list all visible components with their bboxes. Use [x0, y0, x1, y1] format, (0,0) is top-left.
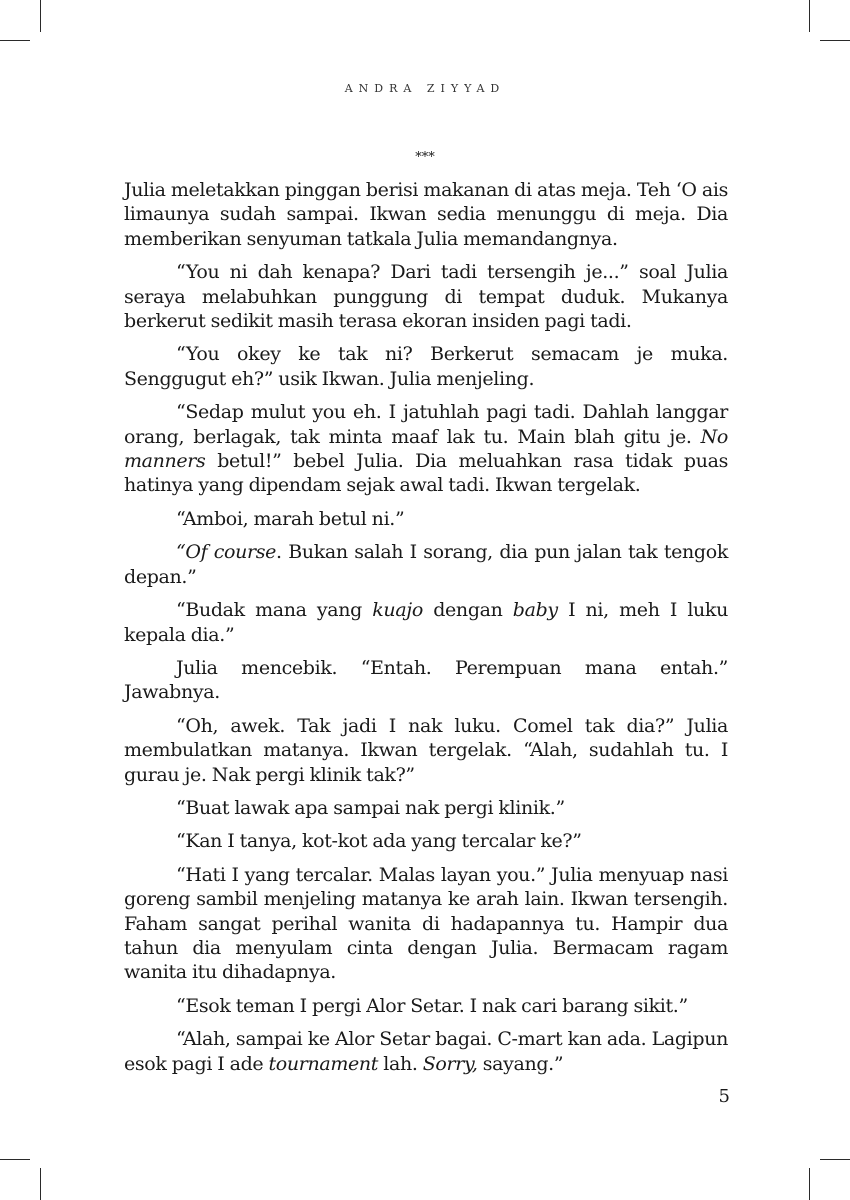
italic-text: baby — [512, 599, 558, 622]
text-run: “Oh, awek. Tak jadi I nak luku. Comel tak dia?” Julia membulatkan matanya. Ikwan tergelak. “Alah, sudahlah tu. I gurau je. Nak pergi klinik tak?” — [124, 714, 728, 786]
paragraph — [124, 863, 728, 985]
crop-mark-bottom-left-h — [0, 1159, 30, 1160]
text-run: sayang.” — [477, 1052, 564, 1075]
italic-text: Sorry, — [422, 1052, 478, 1075]
running-header-author: ANDRA ZIYYAD — [344, 82, 506, 95]
crop-mark-bottom-right — [809, 1168, 810, 1200]
paragraph — [124, 178, 728, 251]
italic-text: tournament — [268, 1052, 379, 1075]
text-run: dengan — [422, 599, 513, 622]
italic-text: No manners — [124, 425, 728, 473]
paragraph — [124, 1027, 728, 1076]
text-run: “Budak mana yang — [176, 599, 373, 622]
text-run: “Alah, sampai ke Alor Setar bagai. C-mart kan ada. Lagipun esok pagi I ade — [124, 1028, 728, 1075]
paragraph — [124, 829, 728, 853]
crop-mark-top-right-h — [820, 40, 850, 41]
text-run: “Sedap mulut you eh. I jatuhlah pagi tadi. Dahlah langgar orang, berlagak, tak minta maaf lak tu. Main blah gitu je. — [124, 401, 728, 448]
crop-mark-top-left-h — [0, 40, 30, 41]
text-run: Julia mencebik. “Entah. Perempuan mana entah.” Jawabnya. — [124, 656, 728, 704]
crop-mark-bottom-left — [40, 1168, 41, 1200]
text-run: “Buat lawak apa sampai nak pergi klinik.” — [176, 796, 565, 819]
text-run: “Esok teman I pergi Alor Setar. I nak cari barang sikit.” — [176, 994, 688, 1017]
italic-text: kuajo — [372, 599, 423, 622]
paragraph — [124, 994, 728, 1018]
paragraph — [124, 540, 728, 589]
text-run: “You ni dah kenapa? Dari tadi tersengih je...” soal Julia seraya melabuhkan punggung di tempat duduk. Mukanya berkerut sedikit masih terasa ekoran insiden pagi tadi. — [124, 261, 728, 333]
text-run: I ni, meh I luku kepala dia.” — [124, 599, 728, 646]
text-run: . Bukan salah I sorang, dia pun jalan tak tengok depan.” — [124, 541, 728, 588]
crop-mark-top-left — [40, 0, 41, 32]
page-number: 5 — [718, 1086, 730, 1107]
paragraph — [124, 507, 728, 531]
paragraph — [124, 400, 728, 498]
paragraph — [124, 598, 728, 647]
text-run: betul!” bebel Julia. Dia meluahkan rasa tidak puas hatinya yang dipendam sejak awal tadi. Ikwan tergelak. — [124, 450, 728, 497]
paragraph — [124, 260, 728, 333]
paragraph — [124, 796, 728, 820]
crop-mark-top-right — [809, 0, 810, 32]
text-run: “Hati I yang tercalar. Malas layan you.” Julia menyuap nasi goreng sambil menjeling matanya ke arah lain. Ikwan tersengih. Faham sangat perihal wanita di hadapannya tu. Hampir dua tahun dia menyulam cinta dengan Julia. Bermacam ragam wanita itu dihadapnya. — [124, 863, 728, 984]
text-run: “You okey ke tak ni? Berkerut semacam je muka. Senggugut eh?” usik Ikwan. Julia menjeling. — [124, 343, 728, 390]
italic-text: “Of course — [176, 541, 277, 564]
text-run: Julia meletakkan pinggan berisi makanan di atas meja. Teh ‘O ais limaunya sudah sampai. Ikwan sedia menunggu di meja. Dia memberikan senyuman tatkala Julia memandangnya. — [124, 179, 728, 250]
text-run: “Amboi, marah betul ni.” — [176, 507, 405, 530]
text-run: “Kan I tanya, kot-kot ada yang tercalar ke?” — [176, 830, 582, 853]
section-separator: *** — [415, 150, 435, 165]
text-run: lah. — [378, 1052, 423, 1075]
crop-mark-bottom-right-h — [820, 1159, 850, 1160]
paragraph — [124, 342, 728, 391]
paragraph — [124, 656, 728, 705]
body-text — [124, 178, 728, 1085]
paragraph — [124, 714, 728, 787]
